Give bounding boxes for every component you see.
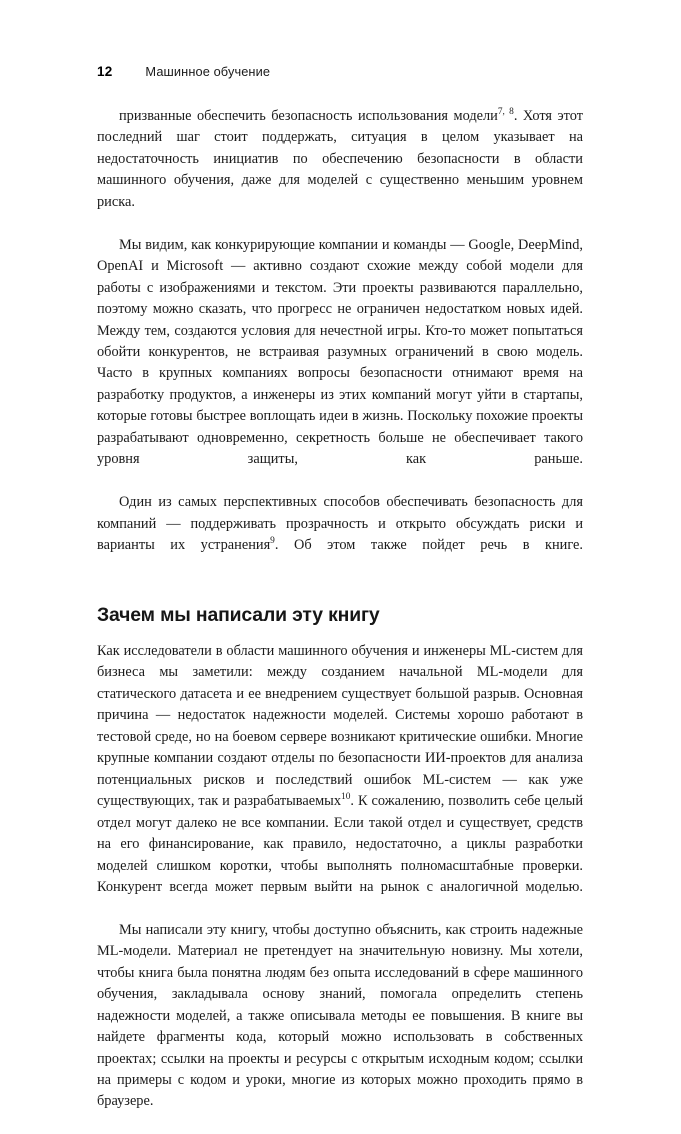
paragraph-1-text-before-note: призванные обеспечить безопасность использования модели xyxy=(119,108,498,124)
paragraph-4 xyxy=(97,641,583,920)
paragraph-3-text-after-note: . Об этом также пойдет речь в книге. xyxy=(274,537,584,554)
paragraph-3-text-before-note: Один из самых перспективных способов обеспечивать безопасность для компаний — поддерживать прозрачность и открыто обсуждать риски и варианты их устранения xyxy=(97,494,583,554)
paragraph-4-text-before-note: Как исследователи в области машинного обучения и инженеры ML-систем для бизнеса мы заметили: между созданием начальной ML-модели для статического датасета и ее внедрением существует большой разрыв. Основная причина — недостаток надежности моделей. Системы хорошо работают в тестовой среде, но на боевом сервере возникают критические ошибки. Многие крупные компании создают отделы по безопасности ИИ-проектов для анализа потенциальных рисков и последствий ошибок ML-систем — как уже существующих, так и разрабатываемых xyxy=(97,642,583,810)
footnote-marker: 7, 8 xyxy=(497,107,514,118)
paragraph-2 xyxy=(97,235,583,492)
running-head xyxy=(97,64,583,86)
paragraph-1 xyxy=(97,106,583,235)
text-column xyxy=(97,106,583,1134)
page-number: 12 xyxy=(97,64,113,79)
footnote-marker: 9 xyxy=(270,536,275,547)
paragraph-1-text-after-note: . Хотя этот последний шаг стоит поддержать, ситуация в целом указывает на недостаточность инициатив по обеспечению безопасности в области машинного обучения, даже для моделей с существенно меньшим уровнем риска. xyxy=(97,108,584,210)
footnote-marker: 10 xyxy=(341,792,351,803)
paragraph-3 xyxy=(97,492,583,578)
running-head-title: Машинное обучение xyxy=(145,64,271,79)
paragraph-5-text: Мы написали эту книгу, чтобы доступно объяснить, как строить надежные ML-модели. Материал не претендует на значительную новизну. Мы хотели, чтобы книга была понятна людям без опыта исследований в сфере машинного обучения, закладывала основу знаний, помогала определить степень надежности моделей, а также описывала методы ее повышения. В книге вы найдете фрагменты кода, который можно использовать в собственных проектах; ссылки на проекты и ресурсы с открытым исходным кодом; ссылки на примеры с кодом и уроки, многие из которых можно проходить прямо в браузере. xyxy=(97,921,583,1110)
section-heading: Зачем мы написали эту книгу xyxy=(97,603,380,626)
paragraph-5 xyxy=(97,920,583,1134)
paragraph-4-text-after-note: . К сожалению, позволить себе целый отдел могут далеко не все компании. Если такой отдел и существует, средств на его финансирование, как правило, недостаточно, а циклы разработки моделей слишком коротки, чтобы выполнять полномасштабные проверки. Конкурент всегда может первым выйти на рынок с аналогичной моделью. xyxy=(97,793,583,895)
paragraph-2-text: Мы видим, как конкурирующие компании и команды — Google, DeepMind, OpenAI и Microsoft — активно создают схожие между собой модели для работы с изображениями и текстом. Эти проекты развиваются параллельно, поэтому можно сказать, что прогресс не ограничен недостатком новых идей. Между тем, создаются условия для нечестной игры. Кто-то может попытаться обойти конкурентов, не встраивая разумных ограничений в свою модель. Часто в крупных компаниях вопросы безопасности отнимают время на разработку продуктов, а инженеры из этих компаний могут уйти в стартапы, которые готовы быстрее воплощать идеи в жизнь. Поскольку похожие проекты разрабатывают одновременно, секретность больше не обеспечивает такого уровня защиты, как раньше. xyxy=(97,236,583,468)
